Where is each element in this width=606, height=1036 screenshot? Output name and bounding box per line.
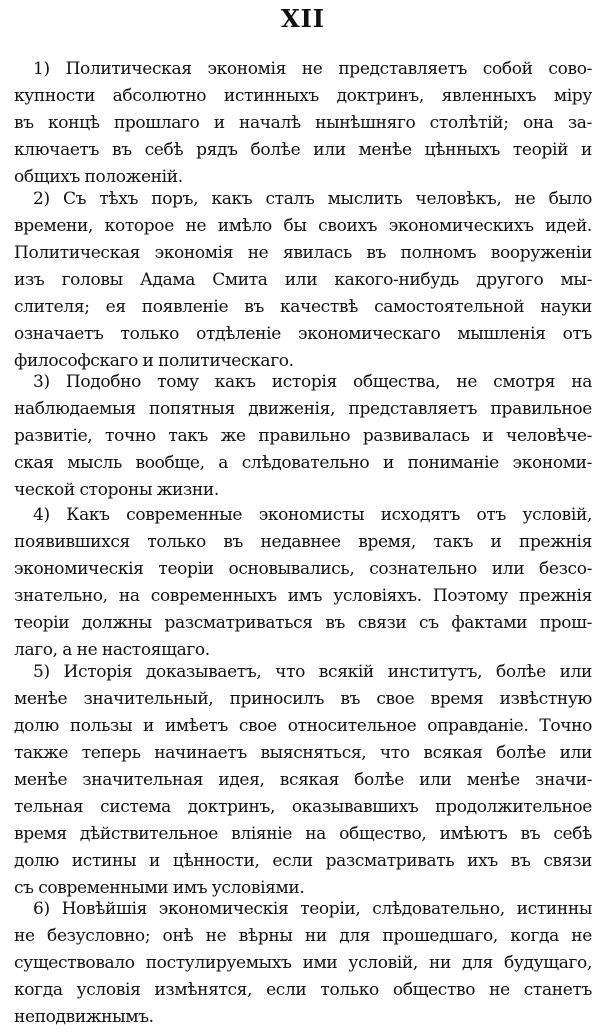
- text-line: Политическая экономія не явилась въ полномъ вооруженіи: [14, 243, 592, 263]
- text-line: наблюдаемыя попятныя движенія, представляетъ правильное: [14, 399, 592, 419]
- text-line: 5) Исторія доказываетъ, что всякій институтъ, болѣе или: [33, 662, 592, 682]
- text-line: неподвижнымъ.: [14, 1007, 154, 1027]
- text-line: купности абсолютно истинныхъ доктринъ, явленныхъ міру: [14, 86, 592, 106]
- text-line: также теперь начинаетъ выясняться, что всякая болѣе или: [14, 743, 592, 763]
- text-line: 1) Политическая экономія не представляетъ собой сово-: [33, 59, 592, 79]
- text-line: время дѣйствительное вліяніе на общество, имѣютъ въ себѣ: [14, 824, 592, 844]
- text-line: появившихся только въ недавнее время, такъ и прежнія: [14, 532, 592, 552]
- text-line: 4) Какъ современные экономисты исходятъ отъ условій,: [33, 505, 592, 525]
- text-line: развитіе, точно такъ же правильно развивалась и человѣче-: [14, 426, 592, 446]
- thesis-1: [14, 56, 592, 191]
- text-line: съ современными имъ условіями.: [14, 878, 305, 898]
- text-line: ключаетъ въ себѣ рядъ болѣе или менѣе цѣнныхъ теорій и: [14, 140, 592, 160]
- text-line: слителя; ея появленіе въ качествѣ самостоятельной науки: [14, 297, 592, 317]
- text-line: тельная система доктринъ, оказывавшихъ продолжительное: [14, 797, 592, 817]
- text-line: 2) Съ тѣхъ поръ, какъ сталъ мыслить человѣкъ, не было: [33, 189, 592, 209]
- text-line: философскаго и политическаго.: [14, 351, 294, 371]
- text-line: менѣе значительный, приносилъ въ свое время извѣстную: [14, 689, 592, 709]
- text-line: означаетъ только отдѣленіе экономическаго мышленія отъ: [14, 324, 592, 344]
- page-number: XII: [280, 4, 326, 33]
- text-line: долю пользы и имѣетъ свое относительное оправданіе. Точно: [14, 716, 592, 736]
- text-line: когда условія измѣнятся, если только общество не станетъ: [14, 980, 592, 1000]
- text-line: знательно, на современныхъ имъ условіяхъ. Поэтому прежнія: [14, 586, 592, 606]
- text-line: общихъ положеній.: [14, 167, 183, 187]
- thesis-5: [14, 659, 592, 902]
- text-line: теоріи должны разсматриваться въ связи съ фактами прош-: [14, 613, 592, 633]
- text-line: ская мысль вообще, а слѣдовательно и пониманіе экономи-: [14, 453, 592, 473]
- text-line: не безусловно; онѣ не вѣрны ни для прошедшаго, когда не: [14, 926, 592, 946]
- text-line: ческой стороны жизни.: [14, 480, 219, 500]
- thesis-6: [14, 896, 592, 1031]
- text-line: долю истины и цѣнности, если разсматривать ихъ въ связи: [14, 851, 592, 871]
- text-line: лаго, а не настоящаго.: [14, 640, 210, 660]
- text-line: въ концѣ прошлаго и началѣ нынѣшняго столѣтій; она за-: [14, 113, 592, 133]
- text-line: существовало постулируемыхъ ими условій, ни для будущаго,: [14, 953, 592, 973]
- text-line: 6) Новѣйшія экономическія теоріи, слѣдовательно, истинны: [33, 899, 592, 919]
- thesis-3: [14, 369, 592, 504]
- thesis-2: [14, 186, 592, 375]
- text-line: времени, которое не имѣло бы своихъ экономическихъ идей.: [14, 216, 592, 236]
- text-line: менѣе значительная идея, всякая болѣе или менѣе значи-: [14, 770, 592, 790]
- text-line: 3) Подобно тому какъ исторія общества, не смотря на: [33, 372, 592, 392]
- text-line: изъ головы Адама Смита или какого-нибудь другого мы-: [14, 270, 592, 290]
- text-line: экономическія теоріи основывались, сознательно или безсо-: [14, 559, 592, 579]
- thesis-4: [14, 502, 592, 664]
